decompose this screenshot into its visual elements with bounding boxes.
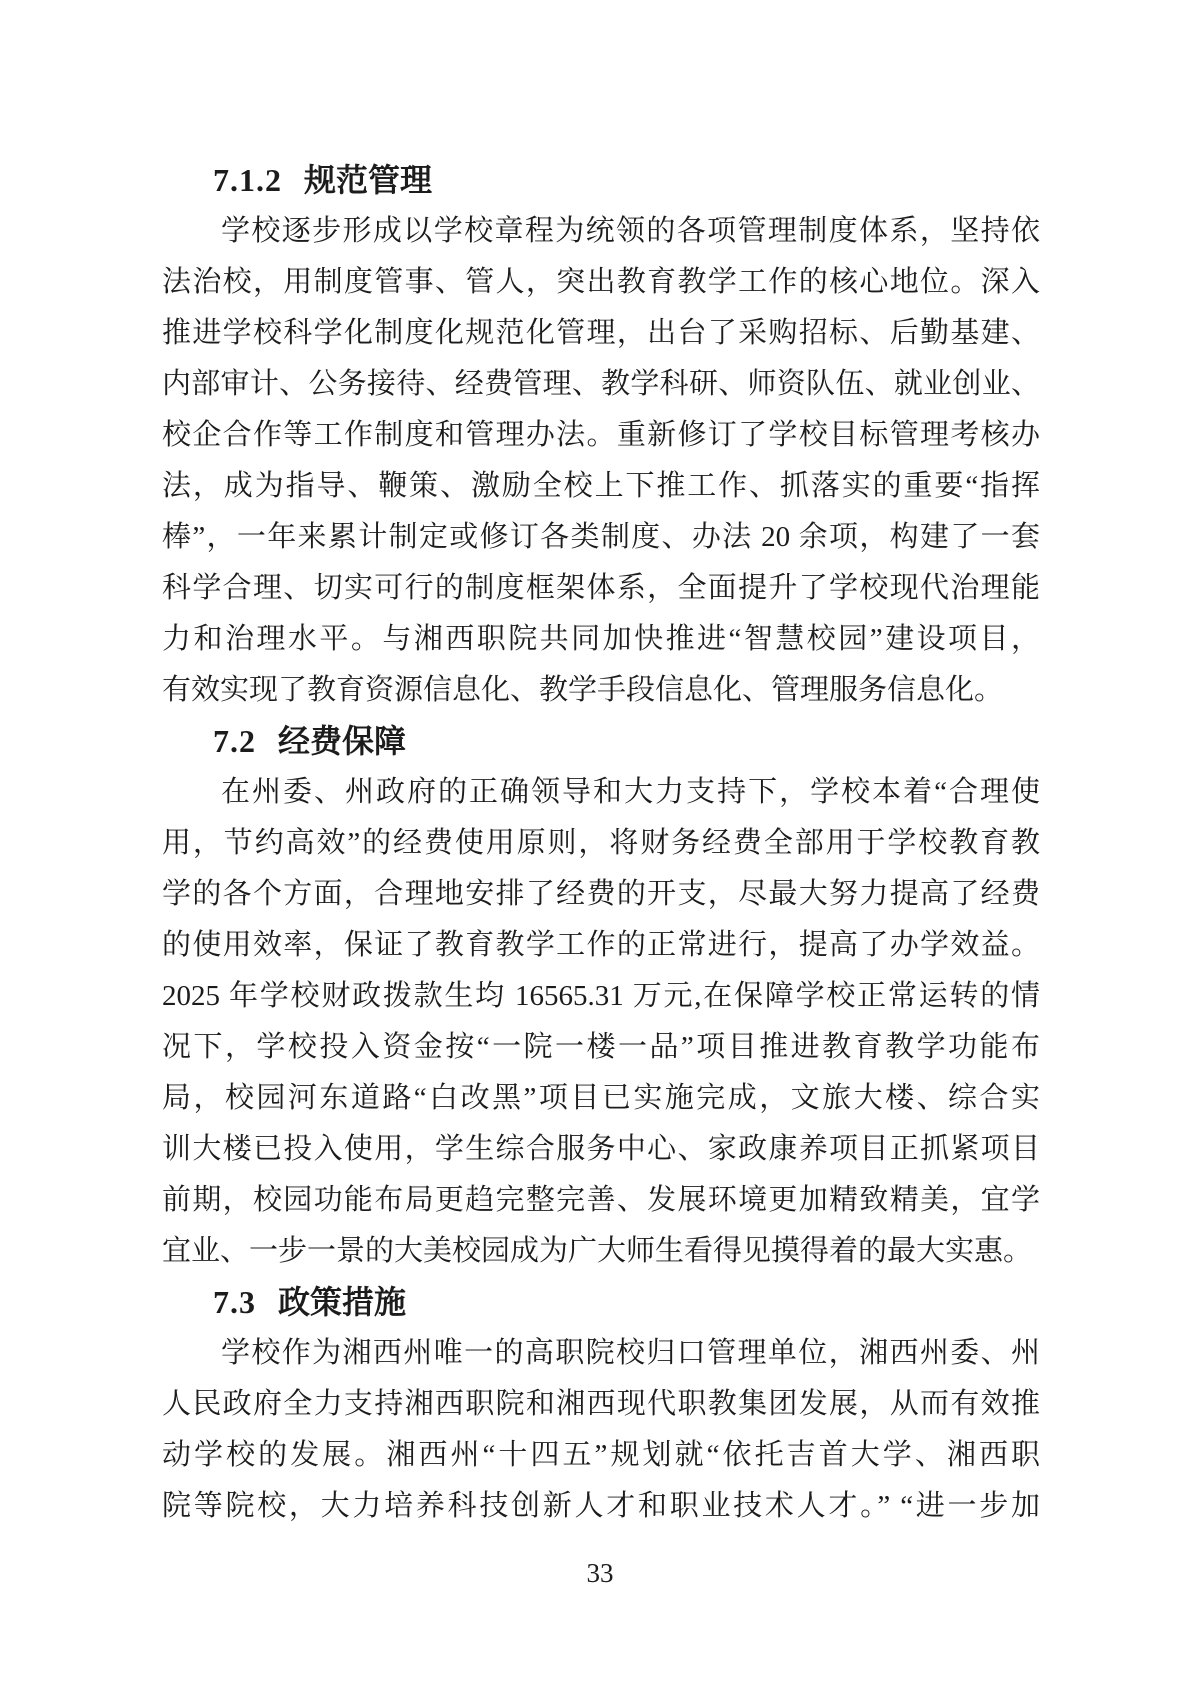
text-line: 学校作为湘西州唯一的高职院校归口管理单位，湘西州委、州 (221, 1337, 1040, 1369)
heading-number: 7.1.2 (213, 162, 282, 198)
text-line: 棒”，一年来累计制定或修订各类制度、办法 20 余项，构建了一套 (162, 521, 1040, 553)
section-7-3 (162, 1277, 1040, 1532)
text-line: 的使用效率，保证了教育教学工作的正常进行，提高了办学效益。 (162, 929, 1040, 961)
text-line: 学校逐步形成以学校章程为统领的各项管理制度体系，坚持依 (221, 215, 1040, 247)
page-number: 33 (586, 1558, 614, 1588)
text-line: 推进学校科学化制度化规范化管理，出台了采购招标、后勤基建、 (162, 317, 1040, 349)
text-line: 有效实现了教育资源信息化、教学手段信息化、管理服务信息化。 (162, 674, 1004, 706)
text-line: 前期，校园功能布局更趋完整完善、发展环境更加精致精美，宜学 (162, 1184, 1040, 1216)
section-heading (162, 1277, 1040, 1328)
text-line: 用，节约高效”的经费使用原则，将财务经费全部用于学校教育教 (162, 827, 1040, 859)
section-heading (162, 716, 1040, 767)
text-line: 力和治理水平。与湘西职院共同加快推进“智慧校园”建设项目， (162, 623, 1040, 655)
text-line: 法，成为指导、鞭策、激励全校上下推工作、抓落实的重要“指挥 (162, 470, 1040, 502)
paragraph (162, 206, 1040, 716)
document-content (162, 155, 1040, 1532)
text-line: 在州委、州政府的正确领导和大力支持下，学校本着“合理使 (221, 776, 1040, 808)
text-line: 校企合作等工作制度和管理办法。重新修订了学校目标管理考核办 (162, 419, 1040, 451)
text-line: 人民政府全力支持湘西职院和湘西现代职教集团发展，从而有效推 (162, 1388, 1040, 1420)
text-line: 院等院校，大力培养科技创新人才和职业技术人才。” “进一步加 (162, 1490, 1040, 1522)
heading-title: 经费保障 (278, 723, 407, 759)
text-line: 法治校，用制度管事、管人，突出教育教学工作的核心地位。深入 (162, 266, 1040, 298)
heading-title: 政策措施 (278, 1284, 407, 1320)
text-line: 科学合理、切实可行的制度框架体系，全面提升了学校现代治理能 (162, 572, 1040, 604)
section-7-2 (162, 716, 1040, 1277)
heading-number: 7.2 (213, 723, 256, 759)
section-heading (162, 155, 1040, 206)
section-7-1-2 (162, 155, 1040, 716)
text-line: 动学校的发展。湘西州“十四五”规划就“依托吉首大学、湘西职 (162, 1439, 1040, 1471)
paragraph (162, 1328, 1040, 1532)
text-line: 学的各个方面，合理地安排了经费的开支，尽最大努力提高了经费 (162, 878, 1040, 910)
paragraph (162, 767, 1040, 1277)
text-line: 况下，学校投入资金按“一院一楼一品”项目推进教育教学功能布 (162, 1031, 1040, 1063)
heading-number: 7.3 (213, 1284, 256, 1320)
heading-title: 规范管理 (304, 162, 433, 198)
text-line: 内部审计、公务接待、经费管理、教学科研、师资队伍、就业创业、 (162, 368, 1040, 400)
text-line: 局，校园河东道路“白改黑”项目已实施完成，文旅大楼、综合实 (162, 1082, 1040, 1114)
text-line: 2025 年学校财政拨款生均 16565.31 万元,在保障学校正常运转的情 (162, 980, 1040, 1012)
text-line: 宜业、一步一景的大美校园成为广大师生看得见摸得着的最大实惠。 (162, 1235, 1033, 1267)
text-line: 训大楼已投入使用，学生综合服务中心、家政康养项目正抓紧项目 (162, 1133, 1040, 1165)
